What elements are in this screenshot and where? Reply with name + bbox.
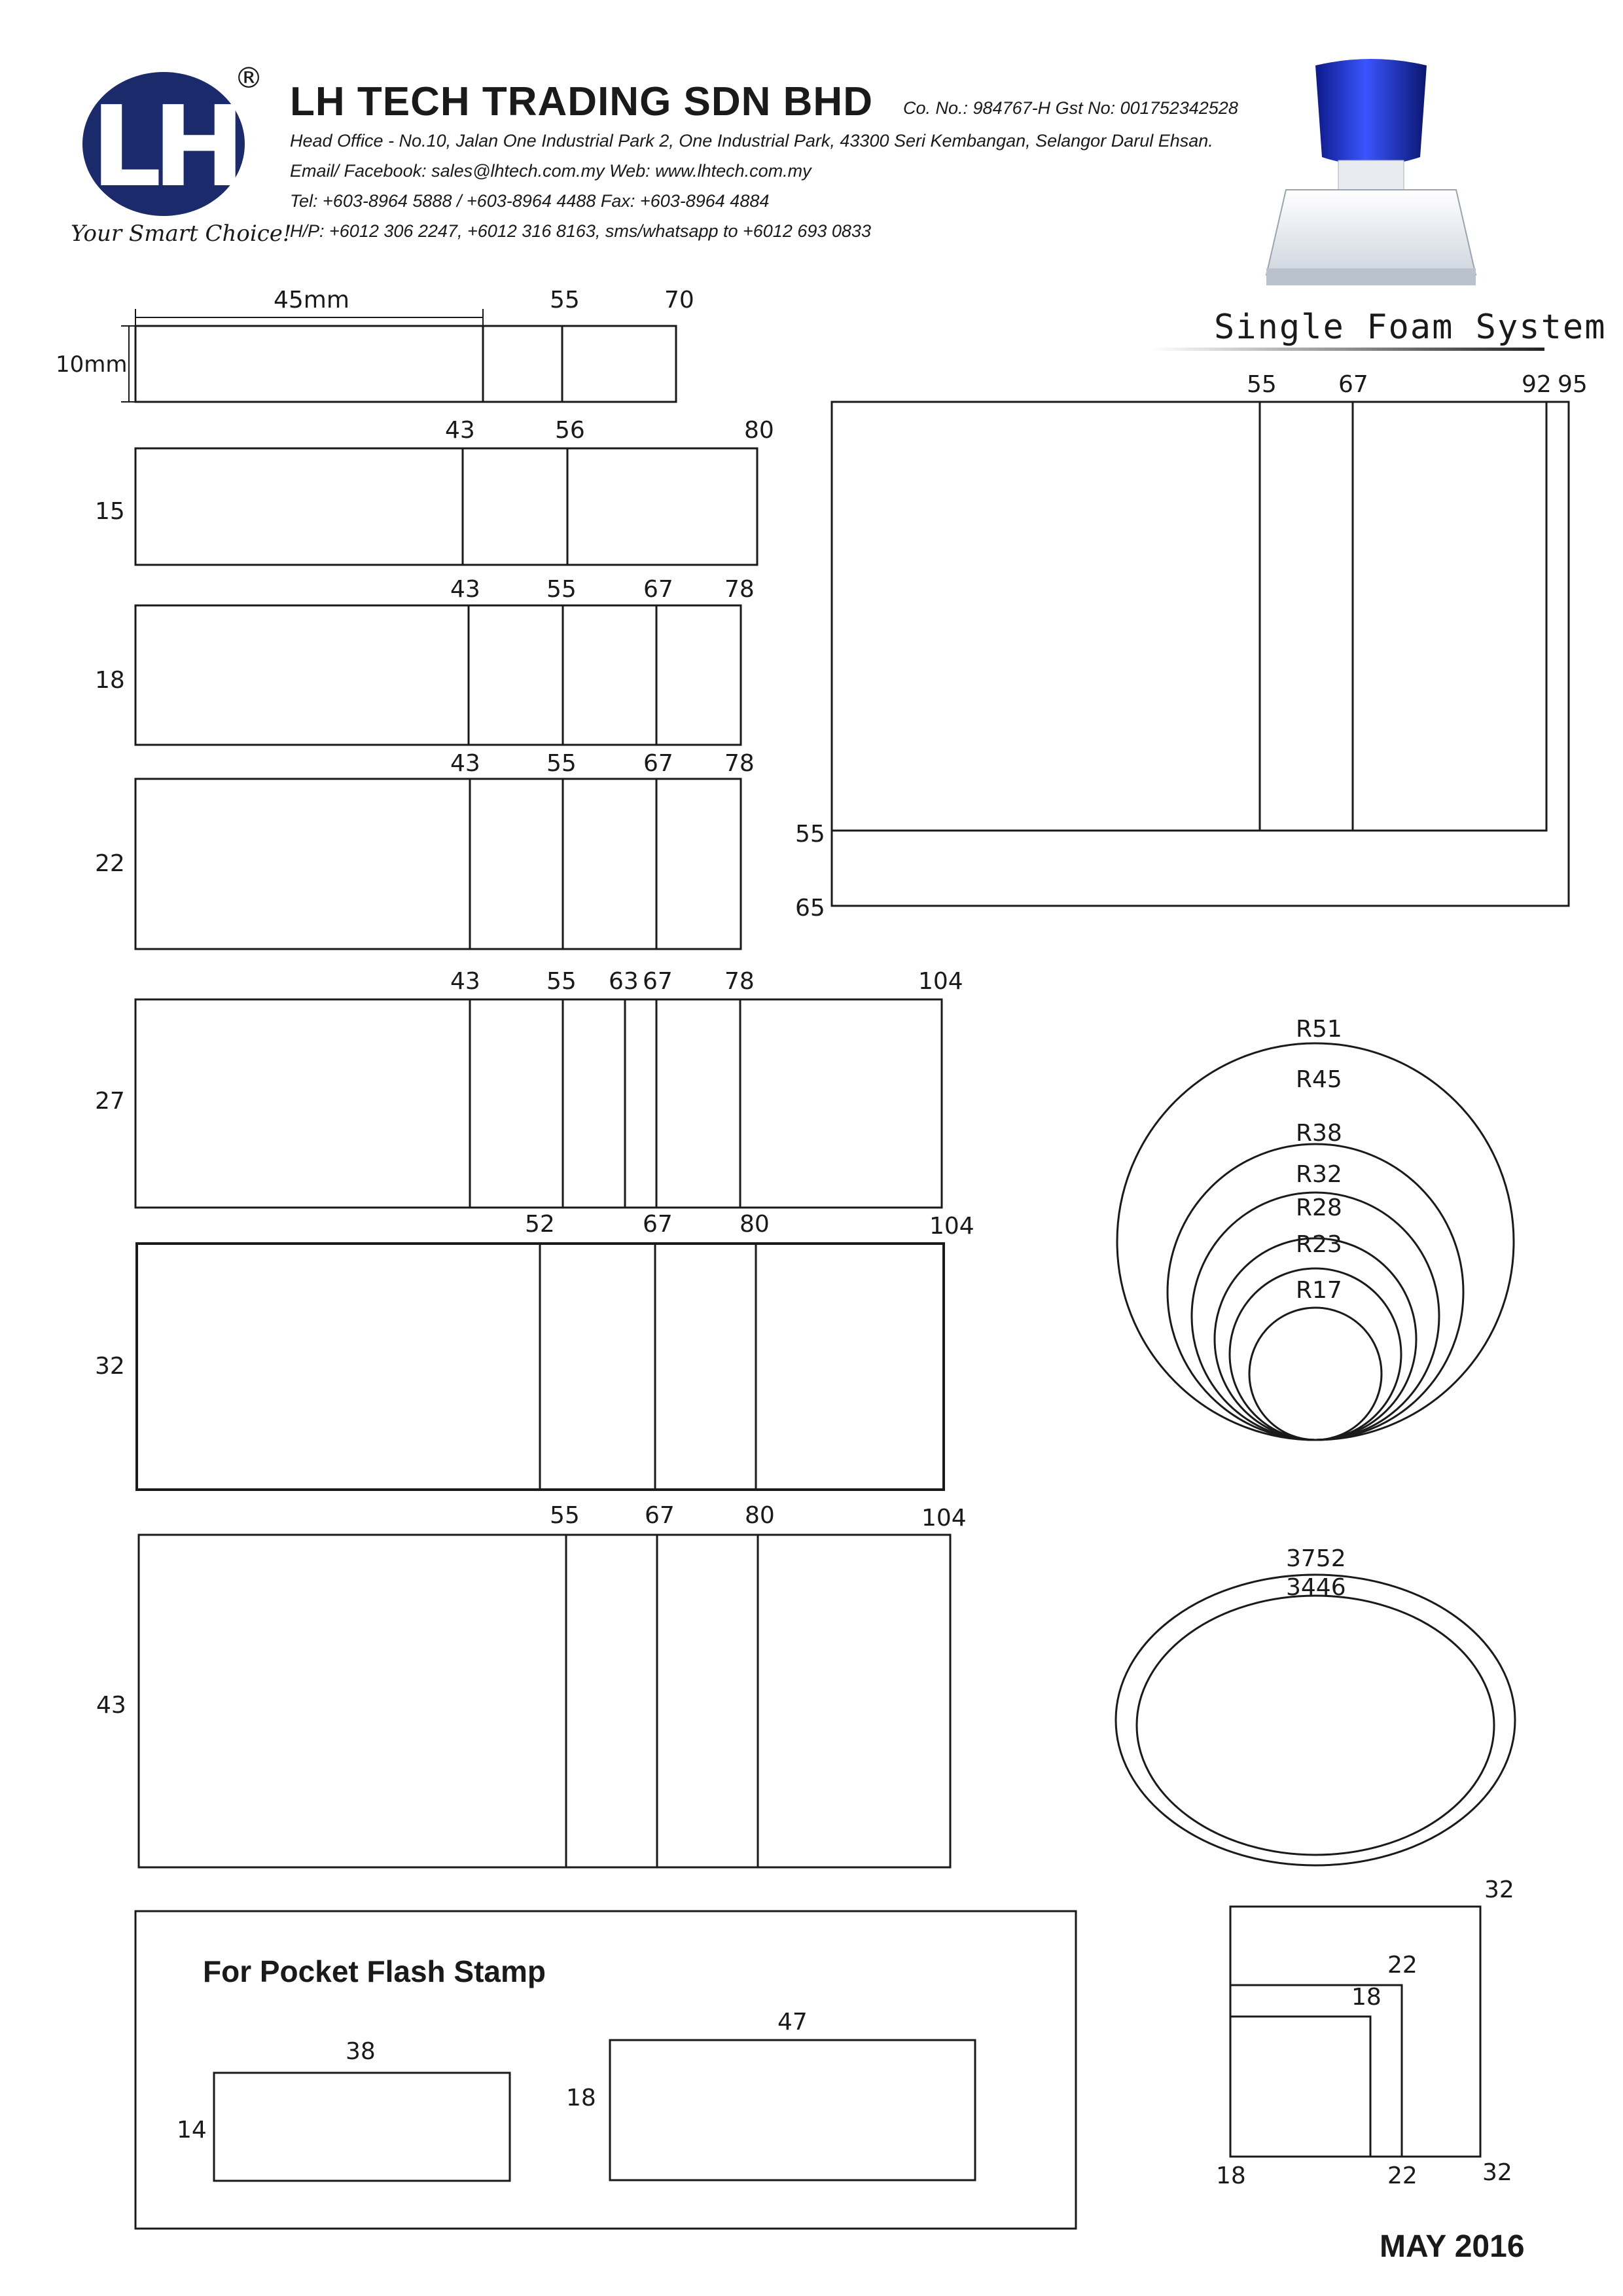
pocket-width-label: 38 [346, 2038, 376, 2065]
square-size-label: 18 [1351, 1984, 1382, 2011]
width-label: 45mm [274, 287, 349, 314]
stamp-outline [139, 1535, 950, 1867]
width-label: 63 [609, 968, 639, 995]
width-label: 104 [918, 968, 963, 995]
width-label: 55 [546, 576, 577, 603]
pocket-stamp-47x18 [610, 2040, 975, 2180]
width-label: 70 [664, 287, 694, 314]
round-size-label: R23 [1296, 1231, 1342, 1258]
width-label: 67 [645, 1502, 675, 1529]
height-label: 18 [95, 667, 125, 694]
square-stamp-group [1230, 1907, 1480, 2157]
logo-text: LH [90, 82, 237, 212]
height-label: 55 [795, 821, 825, 848]
round-size-label: R32 [1296, 1161, 1342, 1188]
stamp-outline [135, 999, 942, 1208]
width-label: 55 [546, 968, 577, 995]
stamp-row-22 [135, 779, 741, 949]
height-label: 22 [95, 850, 125, 877]
width-label: 78 [724, 968, 755, 995]
width-label: 80 [744, 417, 774, 444]
width-label: 43 [450, 968, 480, 995]
stamp-row-43 [139, 1535, 950, 1867]
round-size-label: R28 [1296, 1194, 1342, 1221]
width-label: 78 [724, 576, 755, 603]
round-size-label: R17 [1296, 1277, 1342, 1304]
round-size-label: R45 [1296, 1066, 1342, 1093]
oval-stamp-inner [1137, 1596, 1494, 1855]
width-label: 43 [450, 576, 480, 603]
width-label: 67 [643, 576, 673, 603]
width-label: 67 [643, 750, 673, 777]
large-stamp-group [832, 402, 1569, 906]
stamp-row-32 [137, 1244, 944, 1490]
stamp-outline [135, 326, 676, 402]
square-stamp-32 [1230, 1907, 1480, 2157]
height-label: 15 [95, 498, 125, 525]
company-name: LH TECH TRADING SDN BHD [290, 79, 873, 124]
oval-size-label: 3752 [1286, 1545, 1346, 1572]
height-label: 10mm [56, 351, 128, 378]
width-label: 55 [550, 1502, 580, 1529]
product-system-name: Single Foam System [1214, 308, 1607, 347]
square-size-label: 32 [1484, 1876, 1514, 1903]
registered-mark: ® [234, 62, 263, 95]
oval-stamp-outer [1116, 1575, 1515, 1865]
width-label: 104 [929, 1213, 974, 1240]
pocket-stamp-38x14 [214, 2073, 510, 2181]
pocket-height-label: 18 [566, 2085, 596, 2111]
stamp-outline [135, 448, 757, 565]
square-size-label: 18 [1216, 2162, 1246, 2189]
stamp-outline [135, 605, 741, 745]
width-label: 52 [525, 1211, 555, 1238]
head-office-address: Head Office - No.10, Jalan One Industrial Park 2, One Industrial Park, 43300 Seri Kembangan, Selangor Darul Ehsan. [290, 131, 1213, 151]
width-label: 95 [1558, 371, 1588, 398]
stamp-row-27 [135, 999, 942, 1208]
large-stamp-inner [832, 402, 1546, 831]
height-label: 27 [95, 1088, 125, 1115]
round-stamp-circle [1192, 1193, 1439, 1440]
width-label: 67 [1338, 371, 1368, 398]
width-label: 80 [740, 1211, 770, 1238]
width-label: 55 [550, 287, 580, 314]
width-label: 43 [445, 417, 475, 444]
contact-email-web: Email/ Facebook: sales@lhtech.com.my Web: www.lhtech.com.my [290, 161, 812, 181]
pocket-flash-title: For Pocket Flash Stamp [203, 1954, 546, 1988]
height-label: 43 [96, 1692, 126, 1719]
square-size-label: 22 [1387, 2162, 1418, 2189]
round-stamp-circle [1249, 1308, 1382, 1440]
width-label: 67 [643, 1211, 673, 1238]
oval-size-label: 3446 [1286, 1574, 1346, 1601]
square-stamp-18 [1230, 2017, 1370, 2157]
height-label: 32 [95, 1353, 125, 1380]
contact-hp: H/P: +6012 306 2247, +6012 316 8163, sms/whatsapp to +6012 693 0833 [290, 221, 871, 241]
width-label: 55 [1247, 371, 1277, 398]
width-label: 80 [745, 1502, 775, 1529]
pocket-width-label: 47 [777, 2009, 808, 2036]
width-label: 43 [450, 750, 480, 777]
round-size-label: R38 [1296, 1120, 1342, 1147]
pocket-height-label: 14 [177, 2117, 207, 2144]
stamp-row-18 [135, 605, 741, 745]
stamp-row-10 [121, 309, 676, 402]
contact-tel-fax: Tel: +603-8964 5888 / +603-8964 4488 Fax: +603-8964 4884 [290, 191, 770, 211]
width-label: 67 [643, 968, 673, 995]
document-date: MAY 2016 [1380, 2229, 1525, 2264]
stamp-outline [135, 779, 741, 949]
square-size-label: 22 [1387, 1952, 1418, 1979]
oval-stamp-group [1116, 1575, 1515, 1865]
width-label: 55 [546, 750, 577, 777]
stamp-row-15 [135, 448, 757, 565]
tagline: Your Smart Choice! [71, 221, 292, 247]
width-label: 56 [555, 417, 585, 444]
width-label: 104 [921, 1505, 967, 1532]
width-label: 92 [1522, 371, 1552, 398]
width-label: 78 [724, 750, 755, 777]
square-size-label: 32 [1482, 2159, 1512, 2186]
height-label: 65 [795, 895, 825, 922]
square-stamp-22 [1230, 1985, 1402, 2157]
round-size-label: R51 [1296, 1016, 1342, 1043]
company-registration: Co. No.: 984767-H Gst No: 001752342528 [903, 98, 1238, 118]
